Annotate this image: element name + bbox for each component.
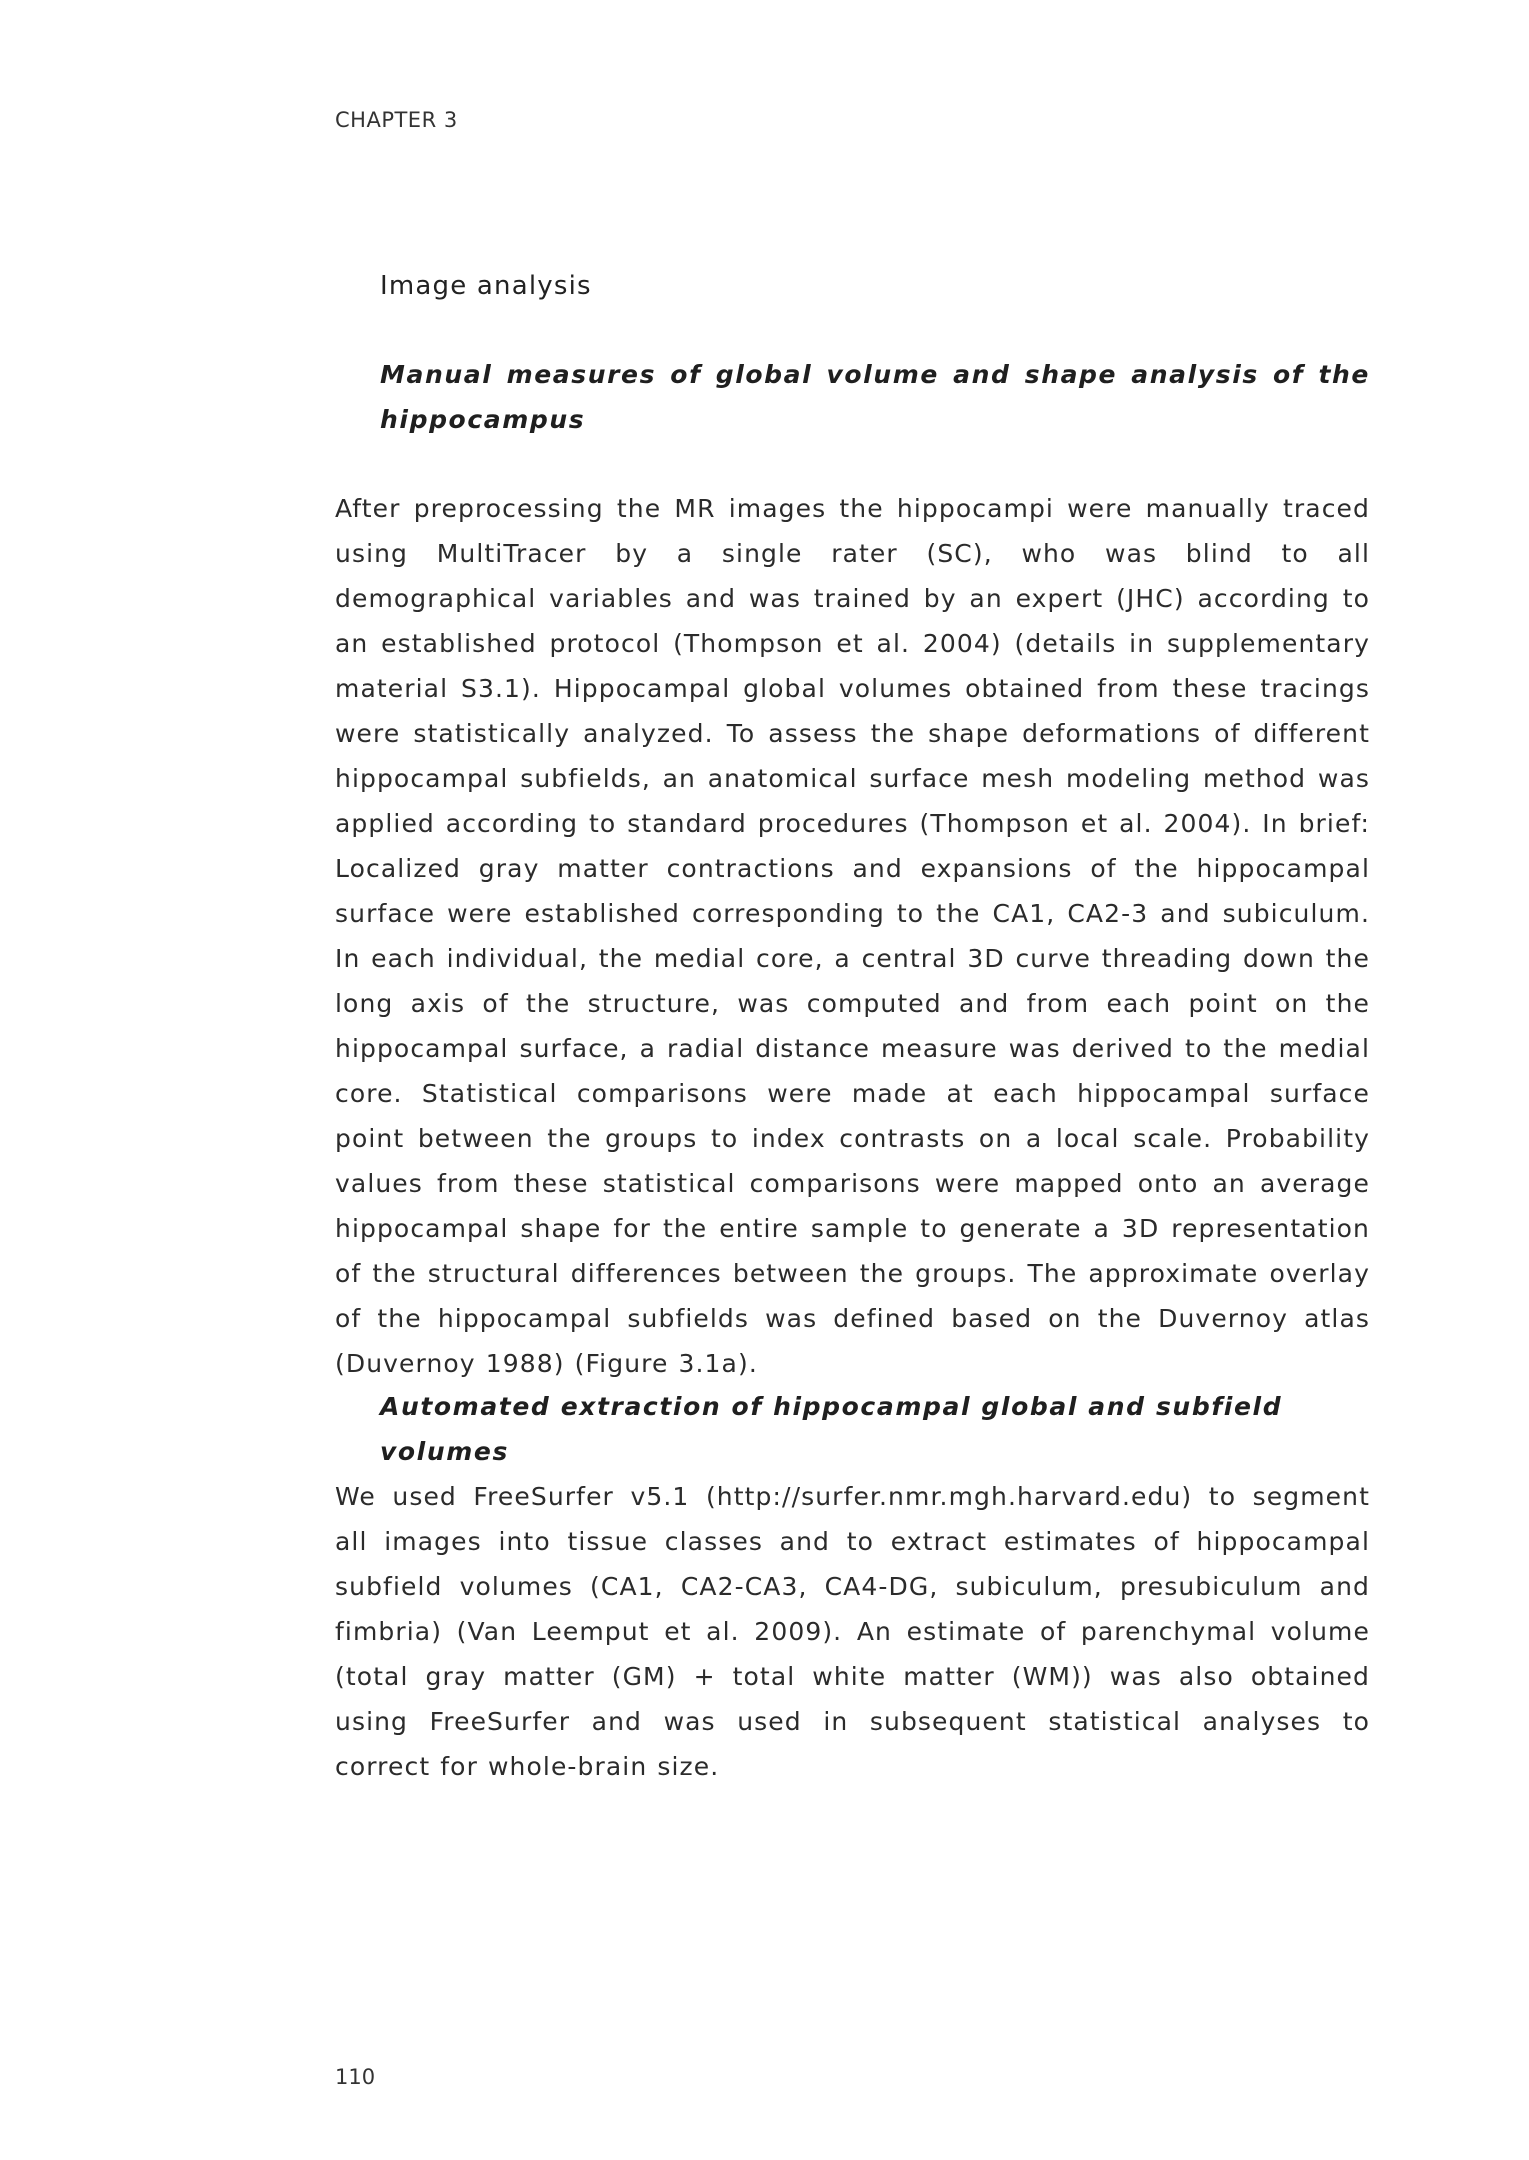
page-number: 110 — [335, 2065, 376, 2089]
chapter-header: CHAPTER 3 — [335, 108, 458, 132]
subsection-title-automated-extraction: Automated extraction of hippocampal global and subfield volumes — [380, 1392, 1283, 1466]
paragraph-automated-extraction: We used FreeSurfer v5.1 (http://surfer.nmr.mgh.harvard.edu) to segment all images into tissue classes and to extract estimates of hippocampal subfield volumes (CA1, CA2-CA3, CA4-DG, subiculum, presubiculum and fimbria) (Van Leemput et al. 2009). An estimate of parenchymal volume (total gray matter (GM) + total white matter (WM)) was also obtained using FreeSurfer and was used in subsequent statistical analyses to correct for whole-brain size. — [335, 1482, 1370, 1781]
paragraph-manual-measures: After preprocessing the MR images the hippocampi were manually traced using MultiTracer by a single rater (SC), who was blind to all demographical variables and was trained by an expert (JHC) according to an established protocol (Thompson et al. 2004) (details in supplementary material S3.1). Hippocampal global volumes obtained from these tracings were statistically analyzed. To assess the shape deformations of different hippocampal subfields, an anatomical surface mesh modeling method was applied according to standard procedures (Thompson et al. 2004). In brief: Localized gray matter contractions and expansions of the hippocampal surface were established corresponding to the CA1, CA2-3 and subiculum. In each individual, the medial core, a central 3D curve threading down the long axis of the structure, was computed and from each point on the hippocampal surface, a radial distance measure was derived to the medial core. Statistical comparisons were made at each hippocampal surface point between the groups to index contrasts on a local scale. Probability values from these statistical comparisons were mapped onto an average hippocampal shape for the entire sample to generate a 3D representation of the structural differences between the groups. The approximate overlay of the hippocampal subfields was defined based on the Duvernoy atlas (Duvernoy 1988) (Figure 3.1a). — [335, 494, 1370, 1378]
subsection-title-manual-measures: Manual measures of global volume and shape analysis of the hippocampus — [380, 360, 1370, 434]
section-title: Image analysis — [380, 271, 592, 301]
